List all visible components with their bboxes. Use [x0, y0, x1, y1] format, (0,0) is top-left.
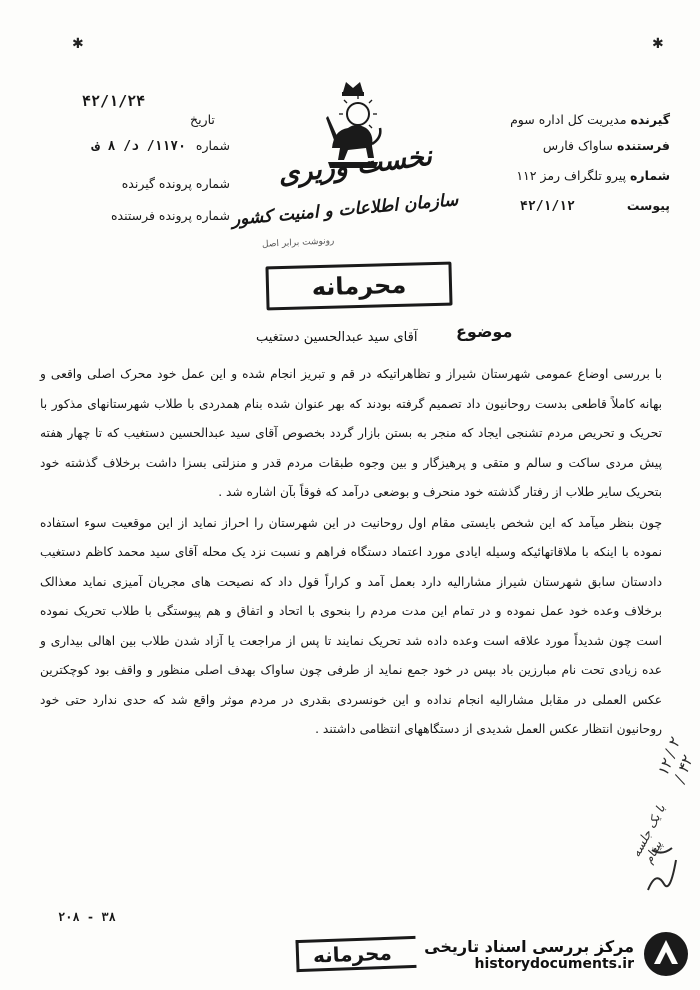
sender-row — [543, 138, 670, 153]
attachment-row — [520, 198, 670, 214]
body-paragraph: چون بنظر میآمد که این شخص بایستی مقام اول روحانیت در این شهرستان را احراز نماید از این موقعیت سوء استفاده نموده با اینکه با ملاقاتهائیکه وسیله ایادی مورد اعتماد دستگاه فراهم و نسبت نزد یک محله آقای سید محمد کاظم دستغیب دادستان سابق شهرستان شیراز مشارالیه دارد بعمل آمد و کراراً قول داد که نصیحت های مجریان آمیزی نماید معذالک برخلاف وعده خود عمل نموده و در تمام این مدت مردم را بنحوی با اتحاد و اتفاق و هم پیوستگی با طلاب تحریک نموده است چون شدیداً مورد علاقه است وعده داده شد تحریک نمایند تا پس از مراجعت یا آزاد شدن طلاب بین اهالی بیداری و عده زیادی تحت نام مبارزین باد بپس در خود جمع نماید از طرفی چون ساواک بهدف اصلی منظور و واقف بود کوچکترین عکس العملی در مقابل مشارالیه انجام نداده و این خونسردی بقدری در مردم موثر واقع شد که حدی ندارد حتی خود روحانیون انتظار عکس العمل شدیدی از دستگاههای انتظامی داشتند . — [40, 515, 662, 736]
margin-note-date: ۱۲ / ۲ / ۴۲ — [653, 736, 697, 785]
archive-logo-icon — [642, 930, 690, 978]
copy-stamp-note: رونوشت برابر اصل — [261, 236, 335, 250]
file-recipient-label: شماره پرونده گیرنده — [121, 176, 230, 191]
attachment-label: پیوست — [626, 198, 670, 213]
number-row — [516, 168, 670, 183]
recipient-label: گیرنده — [630, 112, 670, 127]
letter-body — [40, 360, 662, 745]
organization-title: سازمان اطلاعات و امنیت کشور — [231, 190, 459, 230]
bottom-classification-stamp: محرمانه — [295, 936, 416, 972]
margin-note-text: با یک جلسه پیغام — [628, 802, 669, 866]
stamp-number: ۴۲/۱/۲۴ — [82, 92, 146, 110]
body-paragraph: با بررسی اوضاع عمومی شهرستان شیراز و تظاهراتیکه در قم و تبریز انجام شده و این عمل خود محرک اصلی واقعی و بهانه کاملاً قاطعی بدست روحانیون داد تصمیم گرفته بودند که بهر عنوان شده بنام همدردی با طلاب شهرستانهای مذکور با تحریک و تحریص مردم تشنجی ایجاد که منجر به بستن بازار گردد بخصوص آقای سید عبدالحسین دستغیب که تا چهار هفته پیش مردی ساکت و سالم و متقی و پرهیزگار و بین وجوه طبقات مردم قدر و منزلتی بسزا داشت برخلاف گذشته خود بتحریک سایر طلاب از رفتار گذشته خود منحرف و بوضعی درآمد که فوقاً بآن اشاره شد . — [40, 367, 662, 499]
number-value-left: ۱۱۷۰/ د/ ۸ ف — [91, 139, 186, 154]
header-date-value: ۴۲/۱/۱۲ — [520, 199, 575, 214]
subject-value: آقای سید عبدالحسین دستغیب — [256, 330, 418, 345]
watermark — [390, 926, 690, 982]
date-label: تاریخ — [190, 112, 215, 127]
watermark-text — [424, 937, 634, 972]
file-sender-label: شماره پرونده فرستنده — [110, 208, 230, 223]
handwritten-signature-icon — [642, 840, 682, 900]
ministry-title: نخست وزیری — [276, 140, 434, 191]
recipient-row — [510, 112, 670, 127]
punch-mark-right: ✱ — [652, 36, 664, 52]
recipient-value: مدیریت کل اداره سوم — [510, 112, 627, 127]
watermark-title: مرکز بررسی اسناد تاریخی — [424, 936, 634, 956]
left-number-row — [80, 138, 230, 154]
sender-label: فرستنده — [616, 138, 670, 153]
number-value-right: پیرو تلگراف رمز ۱۱۲ — [516, 168, 627, 183]
subject-label: موضوع — [456, 322, 513, 341]
watermark-url: historydocuments.ir — [474, 955, 634, 972]
sender-value: ساواک فارس — [542, 138, 613, 153]
archive-number: ۲۰۸ - ۳۸ — [58, 910, 116, 924]
classification-stamp: محرمانه — [265, 262, 452, 311]
number-label-right: شماره — [630, 168, 670, 183]
number-label-left: شماره — [195, 138, 230, 153]
punch-mark-left: ✱ — [72, 36, 84, 52]
